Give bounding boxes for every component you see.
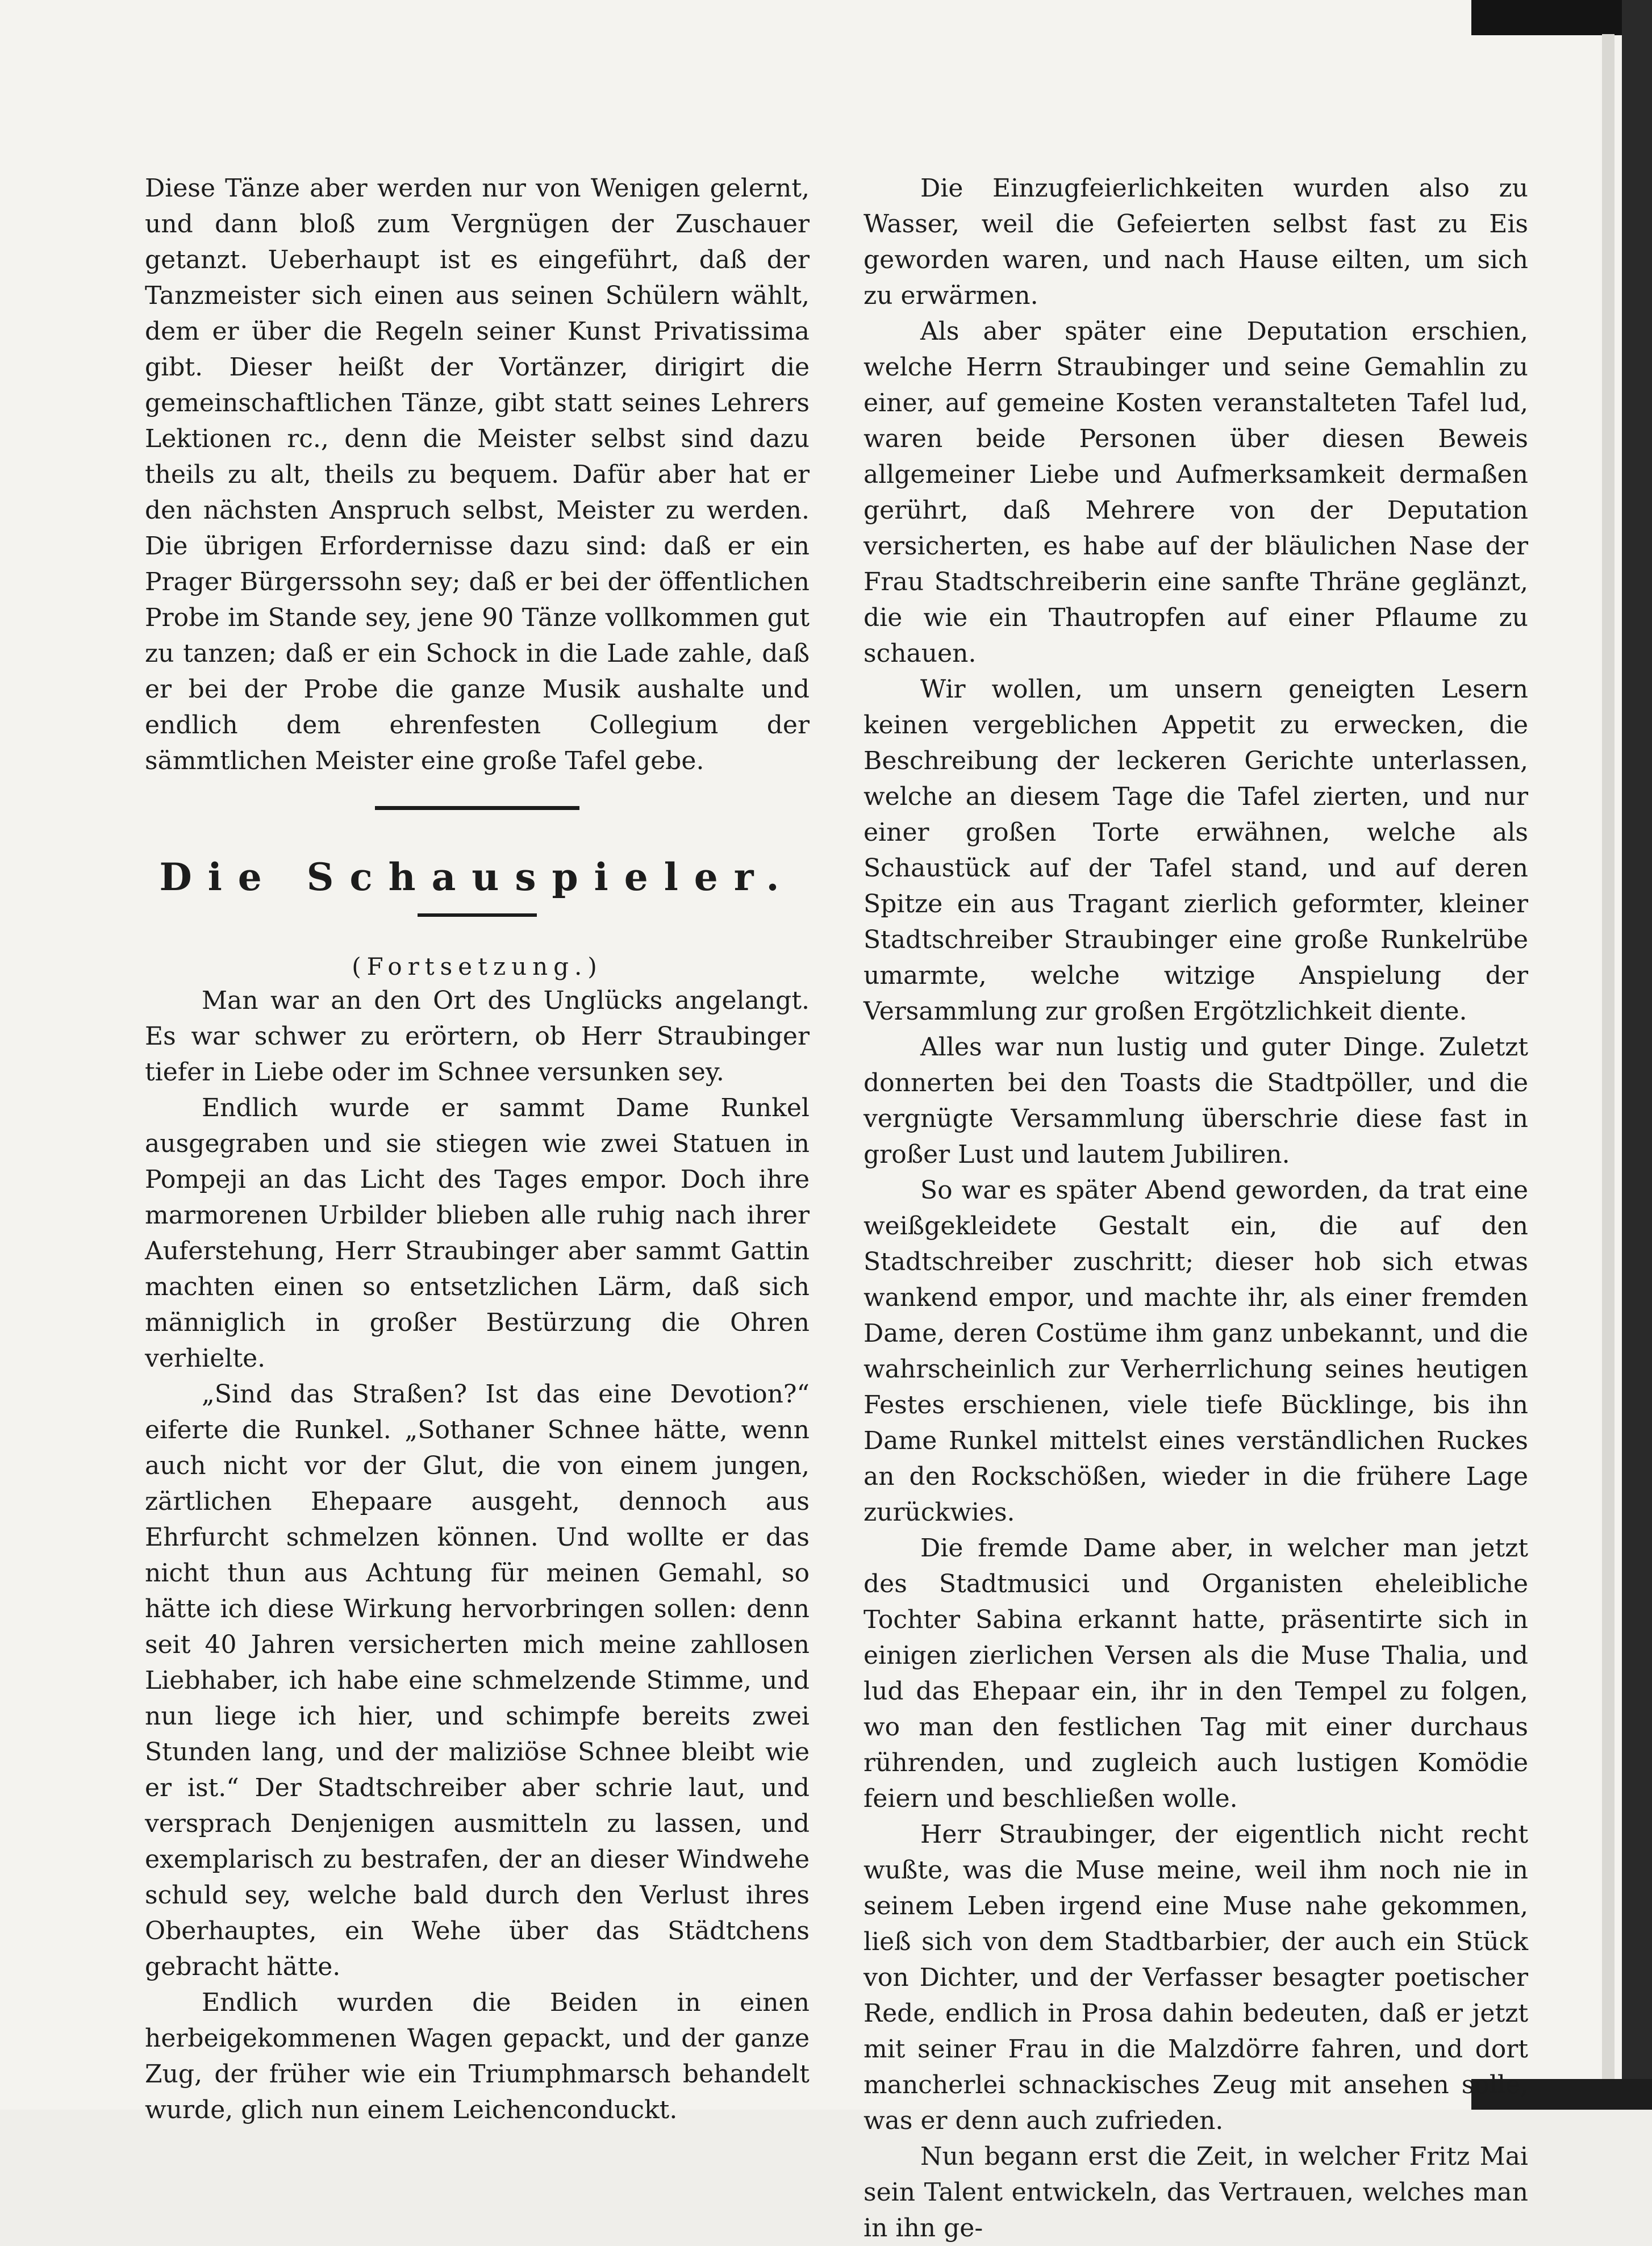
right-column xyxy=(863,170,1528,2246)
section-heading: Die Schauspieler. xyxy=(159,855,795,899)
section-divider xyxy=(375,806,579,810)
right-paragraph-2: Als aber später eine Deputation erschien, welche Herrn Straubinger und seine Gemahlin zu einer, auf gemeine Kosten veranstalteten Tafel lud, waren beide Personen über diesen Beweis allgemeiner Liebe und Aufmerksamkeit dermaßen gerührt, daß Mehrere von der Deputation versicherten, es habe auf der bläulichen Nase der Frau Stadtschreiberin eine sanfte Thräne geglänzt, die wie ein Thautropfen auf einer Pflaume zu schauen. xyxy=(863,317,1528,668)
right-paragraph-6: Die fremde Dame aber, in welcher man jetzt des Stadtmusici und Organisten eheleibliche Tochter Sabina erkannt hatte, präsentirte sich in einigen zierlichen Versen als die Muse Thalia, und lud das Ehepaar ein, ihr in den Tempel zu folgen, wo man den festlichen Tag mit einer durchaus rührenden, und zugleich auch lustigen Komödie feiern und beschließen wolle. xyxy=(863,1534,1528,1813)
scan-edge-right xyxy=(1622,0,1652,2110)
scan-edge-inner xyxy=(1602,34,1615,2110)
right-paragraph-4: Alles war nun lustig und guter Dinge. Zuletzt donnerten bei den Toasts die Stadtpöller, und die vergnügte Versammlung überschrie diese fast in großer Lust und lautem Jubiliren. xyxy=(863,1033,1528,1169)
right-paragraph-5: So war es später Abend geworden, da trat eine weißgekleidete Gestalt ein, die auf den Stadtschreiber zuschritt; dieser hob sich etwas wankend empor, und machte ihr, als einer fremden Dame, deren Costüme ihm ganz unbekannt, und die wahrscheinlich zur Verherrlichung seines heutigen Festes erschienen, viele tiefe Bücklinge, bis ihn Dame Runkel mittelst eines verständlichen Ruckes an den Rockschößen, wieder in die frühere Lage zurückwies. xyxy=(863,1176,1528,1527)
right-paragraph-8: Nun begann erst die Zeit, in welcher Fritz Mai sein Talent entwickeln, das Vertrauen, welches man in ihn ge- xyxy=(863,2142,1528,2243)
left-paragraph-4: „Sind das Straßen? Ist das eine Devotion?“ eiferte die Runkel. „Sothaner Schnee hätte, wenn auch nicht vor der Glut, die von einem jungen, zärtlichen Ehepaare ausgeht, dennoch aus Ehrfurcht schmelzen können. Und wollte er das nicht thun aus Achtung für meinen Gemahl, so hätte ich diese Wirkung hervorbringen sollen: denn seit 40 Jahren versicherten mich meine zahllosen Liebhaber, ich habe eine schmelzende Stimme, und nun liege ich hier, und schimpfe bereits zwei Stunden lang, und der maliziöse Schnee bleibt wie er ist.“ Der Stadtschreiber aber schrie laut, und versprach Denjenigen ausmitteln zu lassen, und exemplarisch zu bestrafen, der an dieser Windwehe schuld sey, welche bald durch den Verlust ihres Oberhauptes, ein Wehe über das Städtchens gebracht hätte. xyxy=(145,1380,810,1981)
right-paragraph-1: Die Einzugfeierlichkeiten wurden also zu Wasser, weil die Gefeierten selbst fast zu Eis geworden waren, und nach Hause eilten, um sich zu erwärmen. xyxy=(863,174,1528,310)
left-paragraph-5: Endlich wurden die Beiden in einen herbeigekommenen Wagen gepackt, und der ganze Zug, der früher wie ein Triumphmarsch behandelt wurde, glich nun einem Leichenconduckt. xyxy=(145,1988,810,2124)
right-paragraph-7: Herr Straubinger, der eigentlich nicht recht wußte, was die Muse meine, weil ihm noch nie in seinem Leben irgend eine Muse nahe gekommen, ließ sich von dem Stadtbarbier, der auch ein Stück von Dichter, und der Verfasser besagter poetischer Rede, endlich in Prosa dahin bedeuten, daß er jetzt mit seiner Frau in die Malzdörre fahren, und dort mancherlei schnackisches Zeug mit ansehen solle, was er denn auch zufrieden. xyxy=(863,1820,1528,2135)
right-paragraph-3: Wir wollen, um unsern geneigten Lesern keinen vergeblichen Appetit zu erwecken, die Beschreibung der leckeren Gerichte unterlassen, welche an diesem Tage die Tafel zierten, und nur einer großen Torte erwähnen, welche als Schaustück auf der Tafel stand, und auf deren Spitze ein aus Tragant zierlich geformter, kleiner Stadtschreiber Straubinger eine große Runkelrübe umarmte, welche witzige Anspielung der Versammlung zur großen Ergötzlichkeit diente. xyxy=(863,675,1528,1026)
section-subheading: (Fortsetzung.) xyxy=(352,953,603,980)
left-column xyxy=(145,170,810,2128)
left-paragraph-2: Man war an den Ort des Unglücks angelangt. Es war schwer zu erörtern, ob Herr Straubinger tiefer in Liebe oder im Schnee versunken sey. xyxy=(145,986,810,1087)
heading-underline xyxy=(418,913,537,917)
left-paragraph-1: Diese Tänze aber werden nur von Wenigen gelernt, und dann bloß zum Vergnügen der Zuschauer getanzt. Ueberhaupt ist es eingeführt, daß der Tanzmeister sich einen aus seinen Schülern wählt, dem er über die Regeln seiner Kunst Privatissima gibt. Dieser heißt der Vortänzer, dirigirt die gemeinschaftlichen Tänze, gibt statt seines Lehrers Lektionen rc., denn die Meister selbst sind dazu theils zu alt, theils zu bequem. Dafür aber hat er den nächsten Anspruch selbst, Meister zu werden. Die übrigen Erfordernisse dazu sind: daß er ein Prager Bürgerssohn sey; daß er bei der öffentlichen Probe im Stande sey, jene 90 Tänze vollkommen gut zu tanzen; daß er ein Schock in die Lade zahle, daß er bei der Probe die ganze Musik aushalte und endlich dem ehrenfesten Collegium der sämmtlichen Meister eine große Tafel gebe. xyxy=(145,174,810,775)
left-paragraph-3: Endlich wurde er sammt Dame Runkel ausgegraben und sie stiegen wie zwei Statuen in Pompeji an das Licht des Tages empor. Doch ihre marmorenen Urbilder blieben alle ruhig nach ihrer Auferstehung, Herr Straubinger aber sammt Gattin machten einen so entsetzlichen Lärm, daß sich männiglich in großer Bestürzung die Ohren verhielte. xyxy=(145,1093,810,1373)
